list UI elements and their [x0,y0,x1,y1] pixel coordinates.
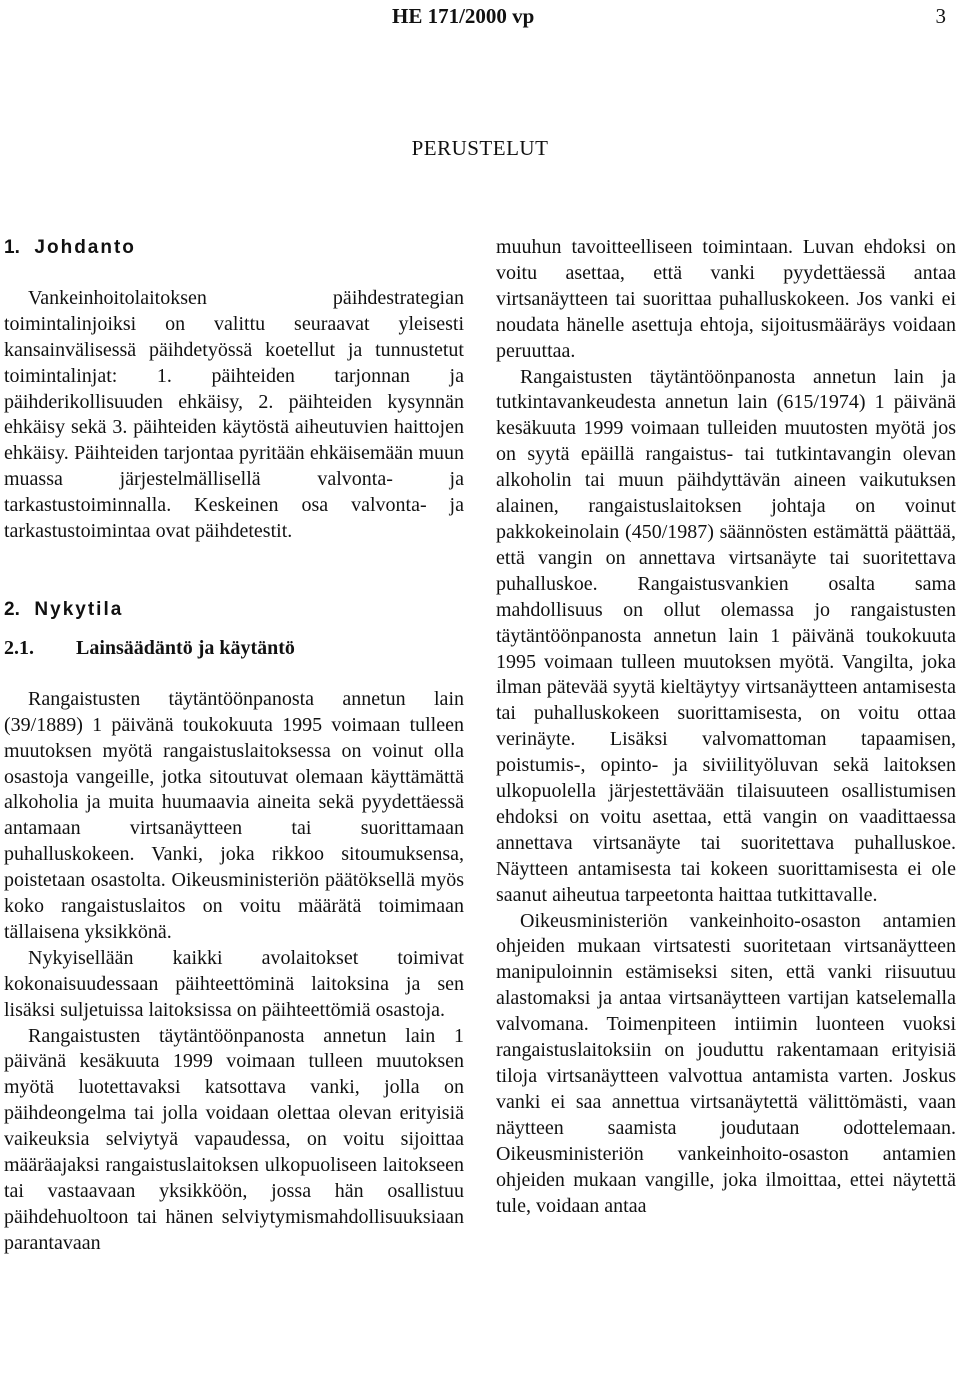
paragraph: Nykyisellään kaikki avolaitokset toimivat kokonaisuudessaan päihteettöminä laitoksina ja sen lisäksi suljetuissa laitoksissa on päihteettömiä osastoja. [4,946,464,1021]
subsection-title: Lainsäädäntö ja käytäntö [76,636,295,659]
section-title: Nykytila [34,598,124,620]
section-title: Johdanto [34,237,136,258]
right-column [496,235,956,1219]
section-number: 2. [4,598,20,620]
page-title: PERUSTELUT [411,136,549,160]
section-heading-nykytila [4,597,464,623]
paragraph: muuhun tavoitteelliseen toimintaan. Luvan ehdoksi on voitu asettaa, että vanki pyydettäessä antaa virtsanäytteen tai suorittaa puhalluskokeen. Jos vanki ei noudata hänelle asettuja ehtoja, sijoitusmääräys voidaan peruuttaa. [496,236,956,362]
subsection-number: 2.1. [4,636,34,659]
page-number: 3 [935,4,946,28]
section-number: 1. [4,237,20,258]
subsection-heading [4,636,464,662]
paragraph: Vankeinhoitolaitoksen päihdestrategian toimintalinjoiksi on valittu seuraavat yleisesti kansainvälisessä päihdetyössä koetellut ja tunnustetut toimintalinjat: 1. päihteiden tarjonnan ja päihderikollisuuden ehkäisy, 2. päihteiden kysynnän ehkäisy sekä 3. päihteiden käytöstä aiheutuvien haittojen ehkäisy. Päihteiden tarjontaa pyritään ehkäisemään muun muassa järjestelmällisellä valvonta- ja tarkastustoiminnalla. Keskeinen osa valvonta- ja tarkastustoimintaa ovat päihdetestit. [4,286,464,543]
document-id: HE 171/2000 vp [392,4,535,28]
paragraph: Rangaistusten täytäntöönpanosta annetun lain ja tutkintavankeudesta annetun lain (615/1974) 1 päivänä kesäkuuta 1999 voimaan tulleiden muutosten myötä jos on syytä epäillä rangaistus- tai tutkintavangin olevan alkoholin tai muun päihdyttävän aineen vaikutuksen alainen, rangaistuslaitoksen johtaja on voinut pakkokeinolain (450/1987) säännösten estämättä päättää, että vangin on annettava virtsanäyte tai suoritettava puhalluskoe. Rangaistusvankien osalta sama mahdollisuus on ollut olemassa jo rangaistusten täytäntöönpanosta annetun lain 1 päivänä toukokuuta 1995 voimaan tulleen muutoksen myötä. Vangilta, joka ilman pätevää syytä kieltäytyy virtsanäytteen antamisesta tai puhalluskokeen suorittamisesta, on voitu ottaa verinäyte. Lisäksi valvomattoman tapaamisen, poistumis-, opinto- ja siviilityöluvan sekä laitoksen ulkopuolella järjestettävään tilaisuuteen osallistumisen ehdoksi on voitu asettaa, että vangin on vaadittaessa annettava virtsanäyte tai suoritettava puhalluskoe. Näytteen antamisesta tai kokeen suorittamisesta ei ole saanut aiheutua tarpeetonta haittaa tutkittavalle. [496,365,956,906]
paragraph: Oikeusministeriön vankeinhoito-osaston antamien ohjeiden mukaan virtsatesti suoritetaan virtsanäytteen manipuloinnin estämiseksi siten, että vanki riisuutuu alastomaksi ja antaa virtsanäytteen vartijan katselemalla valvomana. Toimenpiteen intiimin luonteen vuoksi rangaistuslaitoksiin on jouduttu rakentamaan erityisiä tiloja virtsanäytteen valvottua antamista varten. Joskus vanki ei saa annettua virtsanäytettä välittömästi, vaan näytteen saamista joudutaan odottelemaan. Oikeusministeriön vankeinhoito-osaston antamien ohjeiden mukaan vangille, joka ilmoittaa, ettei näytettä tule, voidaan antaa [496,909,956,1217]
left-column [4,235,464,1257]
paragraph: Rangaistusten täytäntöönpanosta annetun lain (39/1889) 1 päivänä toukokuuta 1995 voimaan tulleen muutoksen myötä rangaistuslaitoksessa on voinut olla osastoja vangeille, jotka sitoutuvat olemaan käyttämättä alkoholia ja muita huumaavia aineita sekä pyydettäessä antamaan virtsanäytteen tai suorittamaan puhalluskokeen. Vanki, joka rikkoo sitoumuksensa, poistetaan osastolta. Oikeusministeriön päätöksellä myös koko rangaistuslaitos on voitu määrätä toimimaan tällaisena yksikkönä. [4,687,464,943]
paragraph: Rangaistusten täytäntöönpanosta annetun lain 1 päivänä kesäkuuta 1999 voimaan tulleen muutoksen myötä luotettavaksi katsottava vanki, jolla on päihdeongelma tai jolla voidaan olettaa olevan erityisiä vaikeuksia selviytyä vapaudessa, on voitu sijoittaa määräajaksi rangaistuslaitoksen ulkopuoliseen laitokseen tai vastaavaan yksikköön, jossa hän osallistuu päihdehuoltoon tai hänen selviytymismahdollisuuksiaan parantavaan [4,1024,464,1254]
page-header [0,4,960,28]
section-heading-johdanto [4,235,464,261]
